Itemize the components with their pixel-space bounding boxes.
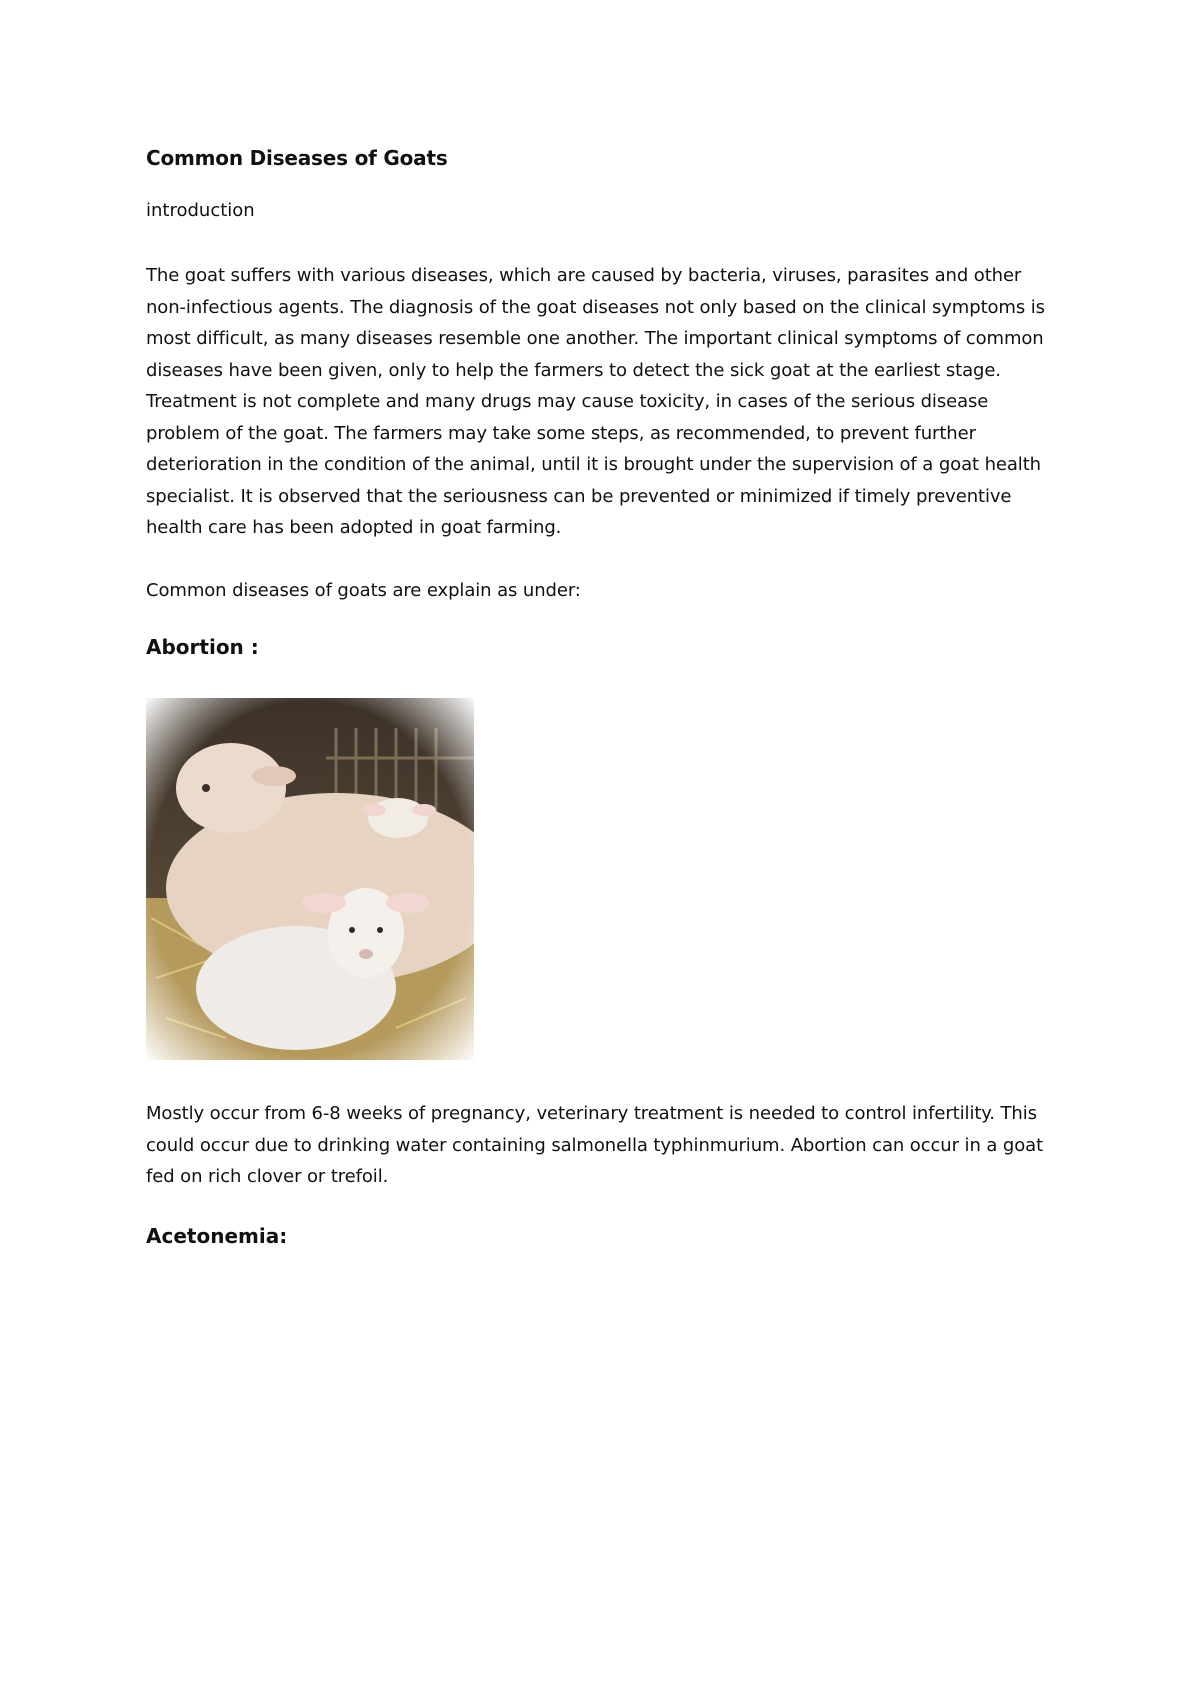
- document-title: Common Diseases of Goats: [146, 146, 448, 170]
- section-subtitle: introduction: [146, 200, 255, 221]
- abortion-paragraph: Mostly occur from 6-8 weeks of pregnancy, veterinary treatment is needed to control infertility. This could occur due to drinking water containing salmonella typhinmurium. Abortion can occur in a goat fed on rich clover or trefoil.: [146, 1103, 1044, 1187]
- section-heading-acetonemia: Acetonemia:: [146, 1224, 288, 1248]
- intro-paragraph: The goat suffers with various diseases, which are caused by bacteria, viruses, parasites and other non-infectious agents. The diagnosis of the goat diseases not only based on the clinical symptoms is most difficult, as many diseases resemble one another. The important clinical symptoms of common diseases have been given, only to help the farmers to detect the sick goat at the earliest stage. Treatment is not complete and many drugs may cause toxicity, in cases of the serious disease problem of the goat. The farmers may take some steps, as recommended, to prevent further deterioration in the condition of the animal, until it is brought under the supervision of a goat health specialist. It is observed that the seriousness can be prevented or minimized if timely preventive health care has been adopted in goat farming.: [146, 265, 1045, 538]
- lead-in-paragraph: Common diseases of goats are explain as under:: [146, 580, 581, 601]
- sheep-with-lambs-photo: [146, 698, 474, 1060]
- section-heading-abortion: Abortion :: [146, 635, 259, 659]
